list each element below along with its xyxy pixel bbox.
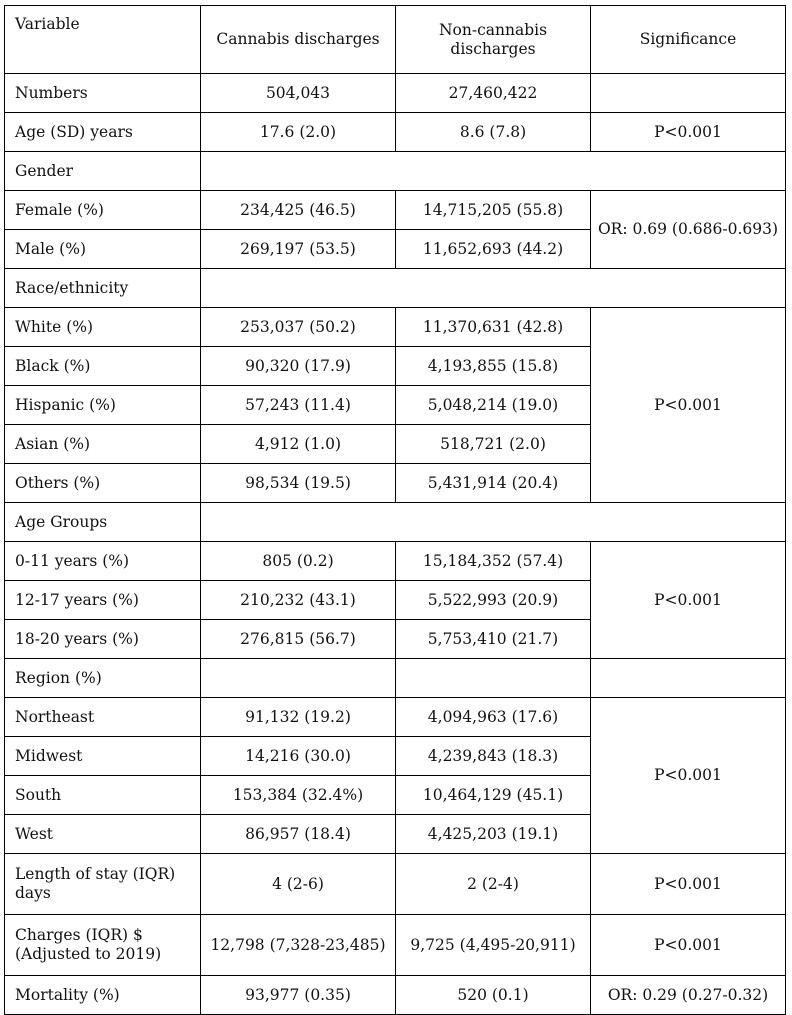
row-label: Female (%): [5, 191, 201, 230]
cannabis-value: 153,384 (32.4%): [201, 776, 396, 815]
cannabis-value: 805 (0.2): [201, 542, 396, 581]
cannabis-value: 12,798 (7,328-23,485): [201, 915, 396, 976]
row-label: Black (%): [5, 347, 201, 386]
row-label: Others (%): [5, 464, 201, 503]
section-empty-cell: [201, 659, 396, 698]
section-label: Gender: [5, 152, 201, 191]
row-label: Age (SD) years: [5, 113, 201, 152]
cannabis-value: 90,320 (17.9): [201, 347, 396, 386]
row-label: 0-11 years (%): [5, 542, 201, 581]
section-label: Region (%): [5, 659, 201, 698]
row-label: Male (%): [5, 230, 201, 269]
cannabis-value: 234,425 (46.5): [201, 191, 396, 230]
row-label: Mortality (%): [5, 976, 201, 1015]
table-header-row: [5, 6, 786, 74]
table-row: [5, 542, 786, 581]
table-row: [5, 191, 786, 230]
section-row: [5, 269, 786, 308]
discharge-comparison-table: [4, 5, 786, 1015]
table-row: [5, 698, 786, 737]
significance-value: OR: 0.29 (0.27-0.32): [591, 976, 786, 1015]
significance-value: P<0.001: [591, 113, 786, 152]
noncannabis-value: 4,193,855 (15.8): [396, 347, 591, 386]
row-label: Northeast: [5, 698, 201, 737]
significance-value: P<0.001: [591, 308, 786, 503]
noncannabis-value: 14,715,205 (55.8): [396, 191, 591, 230]
noncannabis-value: 5,522,993 (20.9): [396, 581, 591, 620]
noncannabis-value: 15,184,352 (57.4): [396, 542, 591, 581]
section-label: Race/ethnicity: [5, 269, 201, 308]
row-label: Midwest: [5, 737, 201, 776]
cannabis-value: 210,232 (43.1): [201, 581, 396, 620]
significance-value: P<0.001: [591, 542, 786, 659]
cannabis-value: 17.6 (2.0): [201, 113, 396, 152]
row-label: West: [5, 815, 201, 854]
section-row: [5, 152, 786, 191]
row-label: 12-17 years (%): [5, 581, 201, 620]
significance-value: P<0.001: [591, 698, 786, 854]
significance-value: P<0.001: [591, 915, 786, 976]
noncannabis-value: 4,094,963 (17.6): [396, 698, 591, 737]
noncannabis-value: 8.6 (7.8): [396, 113, 591, 152]
noncannabis-value: 11,652,693 (44.2): [396, 230, 591, 269]
cannabis-value: 93,977 (0.35): [201, 976, 396, 1015]
noncannabis-value: 10,464,129 (45.1): [396, 776, 591, 815]
header-noncannabis: Non-cannabis discharges: [396, 6, 591, 74]
table-row: [5, 308, 786, 347]
row-label: Hispanic (%): [5, 386, 201, 425]
row-label: Charges (IQR) $ (Adjusted to 2019): [5, 915, 201, 976]
table-row: [5, 854, 786, 915]
cannabis-value: 57,243 (11.4): [201, 386, 396, 425]
section-empty-cell: [396, 659, 591, 698]
noncannabis-value: 2 (2-4): [396, 854, 591, 915]
row-label: White (%): [5, 308, 201, 347]
table-row: [5, 113, 786, 152]
section-empty-cell: [201, 503, 786, 542]
section-empty-cell: [201, 269, 786, 308]
row-label: 18-20 years (%): [5, 620, 201, 659]
row-label: Length of stay (IQR) days: [5, 854, 201, 915]
noncannabis-value: 4,239,843 (18.3): [396, 737, 591, 776]
header-cannabis: Cannabis discharges: [201, 6, 396, 74]
noncannabis-value: 11,370,631 (42.8): [396, 308, 591, 347]
cannabis-value: 276,815 (56.7): [201, 620, 396, 659]
table-row: [5, 976, 786, 1015]
cannabis-value: 14,216 (30.0): [201, 737, 396, 776]
significance-value: P<0.001: [591, 854, 786, 915]
table-row: [5, 915, 786, 976]
noncannabis-value: 518,721 (2.0): [396, 425, 591, 464]
significance-value: OR: 0.69 (0.686-0.693): [591, 191, 786, 269]
noncannabis-value: 5,048,214 (19.0): [396, 386, 591, 425]
section-label: Age Groups: [5, 503, 201, 542]
row-label: South: [5, 776, 201, 815]
header-variable: Variable: [5, 6, 201, 74]
noncannabis-value: 520 (0.1): [396, 976, 591, 1015]
table-row: [5, 74, 786, 113]
noncannabis-value: 4,425,203 (19.1): [396, 815, 591, 854]
cannabis-value: 504,043: [201, 74, 396, 113]
section-empty-cell: [201, 152, 786, 191]
cannabis-value: 86,957 (18.4): [201, 815, 396, 854]
section-empty-cell: [591, 659, 786, 698]
cannabis-value: 269,197 (53.5): [201, 230, 396, 269]
noncannabis-value: 27,460,422: [396, 74, 591, 113]
header-significance: Significance: [591, 6, 786, 74]
cannabis-value: 4 (2-6): [201, 854, 396, 915]
section-row: [5, 503, 786, 542]
cannabis-value: 4,912 (1.0): [201, 425, 396, 464]
section-row: [5, 659, 786, 698]
cannabis-value: 91,132 (19.2): [201, 698, 396, 737]
cannabis-value: 253,037 (50.2): [201, 308, 396, 347]
noncannabis-value: 5,431,914 (20.4): [396, 464, 591, 503]
noncannabis-value: 9,725 (4,495-20,911): [396, 915, 591, 976]
cannabis-value: 98,534 (19.5): [201, 464, 396, 503]
row-label: Numbers: [5, 74, 201, 113]
noncannabis-value: 5,753,410 (21.7): [396, 620, 591, 659]
significance-value: [591, 74, 786, 113]
row-label: Asian (%): [5, 425, 201, 464]
